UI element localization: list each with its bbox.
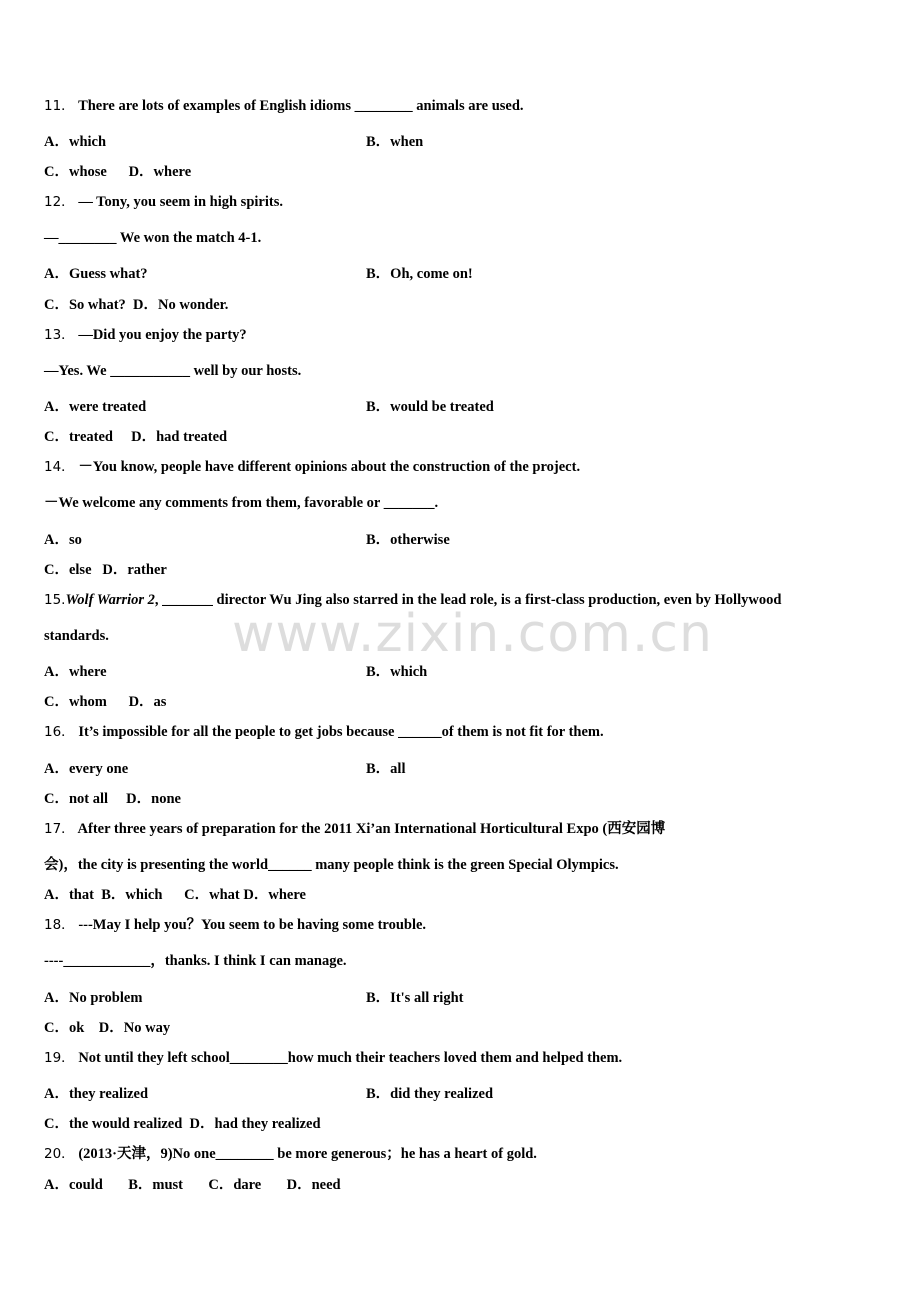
question-stem: — Tony, you seem in high spirits. (78, 194, 283, 210)
options-abcd: A．could B．must C．dare D．need (44, 1177, 341, 1193)
option-b: B．Oh, come on! (366, 266, 473, 282)
option-b: B．It's all right (366, 990, 464, 1006)
question-stem: —Did you enjoy the party? (78, 327, 247, 343)
question-19 (44, 1049, 622, 1067)
question-14 (44, 458, 580, 476)
options-cd: C．not all D．none (44, 791, 181, 807)
question-18 (44, 916, 426, 934)
question-number: 14． (44, 459, 75, 475)
options-cd: C．the would realized D．had they realized (44, 1116, 321, 1132)
option-a: A．where (44, 664, 107, 680)
question-stem: Not until they left school________how much their teachers loved them and helped them. (78, 1050, 623, 1066)
question-number: 16． (44, 724, 75, 740)
question-13 (44, 326, 247, 344)
question-number: 19． (44, 1050, 75, 1066)
options-cd: C．whose D．where (44, 164, 192, 180)
question-stem-continued: standards. (44, 628, 109, 644)
option-a: A．every one (44, 761, 129, 777)
question-stem-continued: 会)，the city is presenting the world______ many people think is the green Special Olympics. (44, 857, 619, 873)
question-number: 20． (44, 1146, 75, 1162)
options-cd: C．ok D．No way (44, 1020, 171, 1036)
question-number: 17． (44, 821, 75, 837)
option-a: A．No problem (44, 990, 143, 1006)
question-stem-reply: —________ We won the match 4-1. (44, 230, 262, 246)
option-b: B．all (366, 761, 406, 777)
option-b: B．would be treated (366, 399, 494, 415)
option-b: B．which (366, 664, 428, 680)
option-b: B．when (366, 134, 424, 150)
watermark: www.zixin.com.cn (232, 604, 713, 664)
option-a: A．Guess what? (44, 266, 148, 282)
question-number: 15. (44, 592, 66, 608)
question-stem: －You know, people have different opinions about the construction of the project. (78, 459, 581, 475)
question-stem-reply: —Yes. We ___________ well by our hosts. (44, 363, 302, 379)
question-stem: It’s impossible for all the people to get jobs because ______of them is not fit for them. (78, 724, 604, 740)
question-number: 18． (44, 917, 75, 933)
option-a: A．which (44, 134, 107, 150)
question-stem: There are lots of examples of English idioms ________ animals are used. (78, 98, 524, 114)
film-title: Wolf Warrior 2 (65, 592, 155, 608)
question-20 (44, 1145, 537, 1163)
question-stem: , _______ director Wu Jing also starred in the lead role, is a first-class production, even by Hollywood (154, 592, 782, 608)
option-a: A．they realized (44, 1086, 149, 1102)
option-b: B．did they realized (366, 1086, 494, 1102)
question-stem-reply: －We welcome any comments from them, favorable or _______. (44, 495, 439, 511)
options-cd: C．whom D．as (44, 694, 167, 710)
question-number: 12． (44, 194, 75, 210)
question-number: 11． (44, 98, 75, 114)
question-12 (44, 193, 283, 211)
options-cd: C．else D．rather (44, 562, 167, 578)
question-11 (44, 97, 524, 115)
question-number: 13． (44, 327, 75, 343)
question-17 (44, 820, 665, 838)
options-cd: C．treated D．had treated (44, 429, 228, 445)
question-stem-reply: ----____________，thanks. I think I can manage. (44, 953, 347, 969)
question-stem: ---May I help you？You seem to be having some trouble. (78, 917, 427, 933)
options-abcd: A．that B．which C．what D．where (44, 887, 306, 903)
question-stem: After three years of preparation for the 2011 Xi’an International Horticultural Expo (西安园博 (77, 821, 666, 837)
option-b: B．otherwise (366, 532, 450, 548)
question-16 (44, 723, 604, 741)
option-a: A．so (44, 532, 82, 548)
question-stem: (2013·天津，9)No one________ be more generous；he has a heart of gold. (78, 1146, 537, 1162)
options-cd: C．So what? D．No wonder. (44, 297, 229, 313)
option-a: A．were treated (44, 399, 147, 415)
